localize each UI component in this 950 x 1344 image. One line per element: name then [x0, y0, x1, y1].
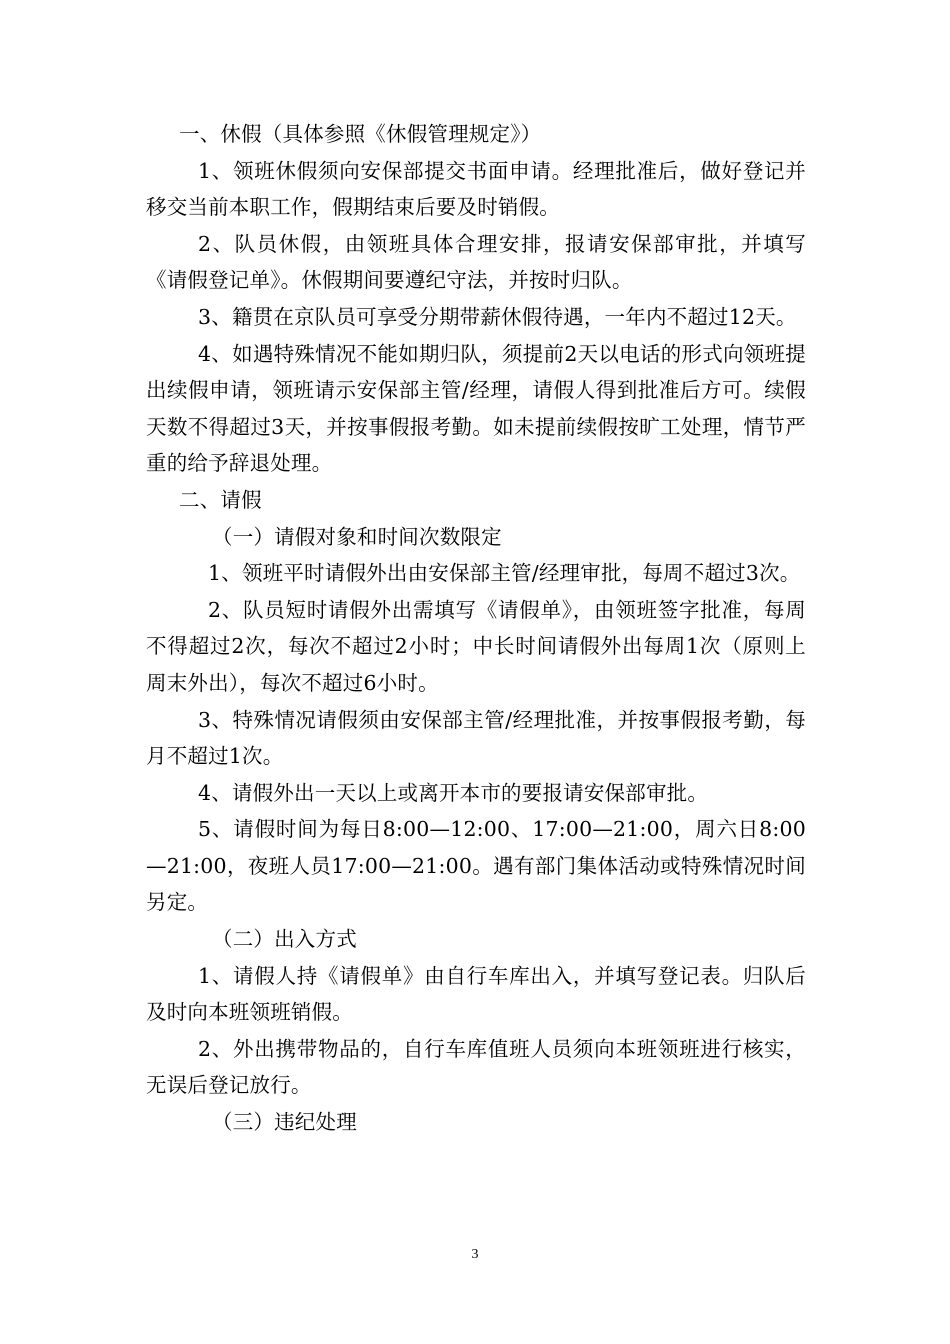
section-heading: 二、请假: [179, 487, 262, 512]
paragraph: 1、领班平时请假外出由安保部主管/经理审批，每周不超过3次。: [208, 561, 801, 586]
paragraph: 1、请假人持《请假单》由自行车库出入，并填写登记表。归队后及时向本班领班销假。: [146, 963, 806, 1025]
subsection-heading: （一）请假对象和时间次数限定: [212, 524, 502, 549]
subsection-heading: （二）出入方式: [212, 927, 357, 952]
paragraph: 4、如遇特殊情况不能如期归队，须提前2天以电话的形式向领班提出续假申请，领班请示安保部主管/经理，请假人得到批准后方可。续假天数不得超过3天，并按事假报考勤。如未提前续假按旷工处理，情节严重的给予辞退处理。: [146, 341, 806, 476]
document-body: [146, 116, 806, 1141]
paragraph: 2、外出携带物品的，自行车库值班人员须向本班领班进行核实，无误后登记放行。: [146, 1036, 806, 1098]
paragraph: 5、请假时间为每日8:00—12:00、17:00—21:00，周六日8:00—21:00，夜班人员17:00—21:00。遇有部门集体活动或特殊情况时间另定。: [146, 817, 806, 915]
paragraph: 3、籍贯在京队员可享受分期带薪休假待遇，一年内不超过12天。: [198, 304, 797, 329]
paragraph: 3、特殊情况请假须由安保部主管/经理批准，并按事假报考勤，每月不超过1次。: [146, 707, 806, 769]
section-heading: 一、休假（具体参照《休假管理规定》）: [179, 122, 542, 146]
page-number: 3: [471, 1247, 479, 1262]
paragraph: 2、队员短时请假外出需填写《请假单》，由领班签字批准，每周不得超过2次，每次不超过2小时；中长时间请假外出每周1次（原则上周末外出），每次不超过6小时。: [146, 597, 806, 695]
paragraph: 2、队员休假，由领班具体合理安排，报请安保部审批，并填写《请假登记单》。休假期间要遵纪守法，并按时归队。: [146, 231, 806, 293]
subsection-heading: （三）违纪处理: [212, 1110, 357, 1135]
paragraph: 1、领班休假须向安保部提交书面申请。经理批准后，做好登记并移交当前本职工作，假期结束后要及时销假。: [146, 158, 806, 220]
paragraph: 4、请假外出一天以上或离开本市的要报请安保部审批。: [198, 780, 709, 805]
